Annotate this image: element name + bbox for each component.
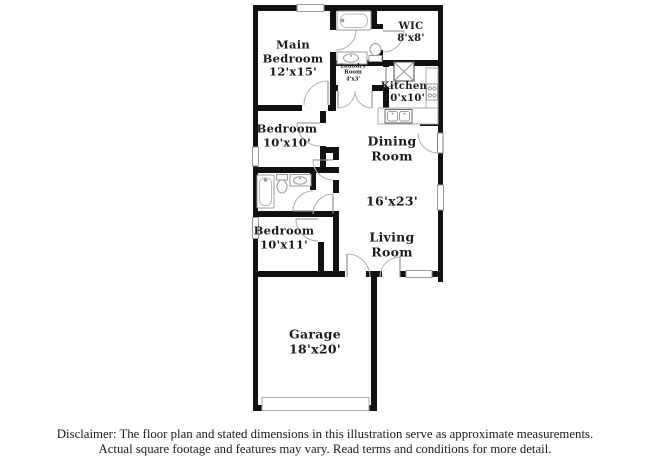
area-dimensions-label: 16'x23' [366,193,418,209]
toilet-2-icon [277,175,288,194]
room-label-kitchen: Kitchen 10'x10' [380,81,428,104]
door-side-entry [418,133,443,153]
door-mainbath [336,30,356,50]
vanity-sink-2-icon [290,175,311,187]
bathtub-2-icon [257,175,274,208]
stove-icon [427,84,438,100]
wall-top [253,5,443,11]
disclaimer-line-1: Disclaimer: The floor plan and stated dimensions in this illustration serve as approximate measurements. [56,427,594,441]
door-bath-2 [293,191,313,211]
disclaimer-line-2: Actual square footage and features may vary. Read terms and conditions for more detail. [98,442,552,457]
window-main-bedroom [297,5,324,12]
room-label-laundry: Laundry Room 4'x3' [340,63,366,83]
wall-garage-right [371,277,377,411]
room-label-bedroom-2: Bedroom 10'x10' [256,121,318,149]
bathtub-icon [337,11,371,30]
door-laundry-double [338,91,372,108]
window-bedroom-2 [253,147,259,166]
room-label-main-bedroom: Main Bedroom 12'x15' [262,37,324,79]
double-sink-icon [385,110,412,124]
room-label-bedroom-3: Bedroom 10'x11' [253,223,315,251]
vanity-sink-icon [337,52,367,64]
toilet-icon [369,44,382,62]
room-label-garage: Garage 18'x20' [289,326,341,356]
room-label-wic: WIC 8'x8' [397,21,425,44]
garage-door [262,398,369,411]
room-label-living-room: Living Room [369,229,415,259]
disclaimer-text [0,427,650,458]
room-label-dining-room: Dining Room [367,133,417,163]
door-front-entry [380,257,400,277]
pantry-icon [394,62,414,81]
window-living [406,271,432,278]
window-dining [438,185,444,210]
door-main-bedroom [304,81,328,105]
